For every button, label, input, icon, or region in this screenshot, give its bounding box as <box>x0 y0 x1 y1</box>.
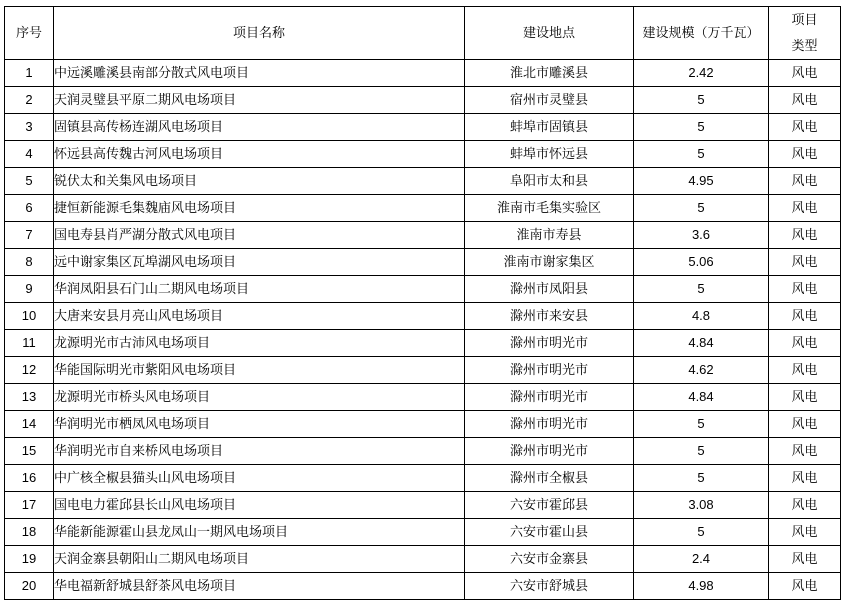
table-row <box>5 303 841 330</box>
cell-project-name: 华润凤阳县石门山二期风电场项目 <box>54 276 465 303</box>
column-header-location: 建设地点 <box>465 7 634 60</box>
cell-scale: 5.06 <box>634 249 769 276</box>
cell-project-name: 国电电力霍邱县长山风电场项目 <box>54 492 465 519</box>
cell-location: 蚌埠市固镇县 <box>465 114 634 141</box>
cell-sequence: 3 <box>5 114 54 141</box>
cell-project-name: 华电福新舒城县舒茶风电场项目 <box>54 573 465 600</box>
table-body <box>5 60 841 600</box>
cell-project-name: 华能新能源霍山县龙凤山一期风电场项目 <box>54 519 465 546</box>
cell-location: 六安市霍邱县 <box>465 492 634 519</box>
cell-project-name: 远中谢家集区瓦埠湖风电场项目 <box>54 249 465 276</box>
cell-location: 滁州市凤阳县 <box>465 276 634 303</box>
table-row <box>5 60 841 87</box>
cell-type: 风电 <box>769 249 841 276</box>
table-row <box>5 357 841 384</box>
cell-scale: 3.6 <box>634 222 769 249</box>
cell-sequence: 19 <box>5 546 54 573</box>
cell-project-name: 捷恒新能源毛集魏庙风电场项目 <box>54 195 465 222</box>
cell-project-name: 中远溪雕溪县南部分散式风电项目 <box>54 60 465 87</box>
cell-project-name: 锐伏太和关集风电场项目 <box>54 168 465 195</box>
table-row <box>5 276 841 303</box>
table-row <box>5 87 841 114</box>
column-header-type <box>769 7 841 60</box>
cell-sequence: 8 <box>5 249 54 276</box>
cell-scale: 5 <box>634 411 769 438</box>
cell-scale: 4.84 <box>634 384 769 411</box>
column-header-sequence: 序号 <box>5 7 54 60</box>
cell-project-name: 天润金寨县朝阳山二期风电场项目 <box>54 546 465 573</box>
cell-sequence: 9 <box>5 276 54 303</box>
cell-type: 风电 <box>769 195 841 222</box>
table-row <box>5 411 841 438</box>
cell-scale: 5 <box>634 195 769 222</box>
cell-type: 风电 <box>769 357 841 384</box>
cell-type: 风电 <box>769 384 841 411</box>
cell-sequence: 14 <box>5 411 54 438</box>
cell-location: 滁州市明光市 <box>465 330 634 357</box>
table-row <box>5 168 841 195</box>
table-row <box>5 438 841 465</box>
column-header-type-line1: 项目 <box>791 12 818 27</box>
cell-scale: 2.4 <box>634 546 769 573</box>
cell-project-name: 龙源明光市桥头风电场项目 <box>54 384 465 411</box>
column-header-scale: 建设规模（万千瓦） <box>634 7 769 60</box>
cell-location: 滁州市明光市 <box>465 411 634 438</box>
column-header-type-line2: 类型 <box>791 38 818 53</box>
table-header-row <box>5 7 841 60</box>
cell-sequence: 6 <box>5 195 54 222</box>
cell-scale: 5 <box>634 465 769 492</box>
cell-type: 风电 <box>769 87 841 114</box>
table-row <box>5 249 841 276</box>
table-row <box>5 195 841 222</box>
cell-type: 风电 <box>769 411 841 438</box>
cell-location: 六安市霍山县 <box>465 519 634 546</box>
cell-type: 风电 <box>769 519 841 546</box>
project-list-table <box>4 6 841 600</box>
cell-location: 淮南市谢家集区 <box>465 249 634 276</box>
cell-project-name: 华能国际明光市紫阳风电场项目 <box>54 357 465 384</box>
cell-location: 阜阳市太和县 <box>465 168 634 195</box>
table-row <box>5 519 841 546</box>
cell-scale: 4.95 <box>634 168 769 195</box>
cell-location: 淮南市寿县 <box>465 222 634 249</box>
cell-scale: 5 <box>634 141 769 168</box>
cell-type: 风电 <box>769 546 841 573</box>
table-row <box>5 141 841 168</box>
cell-location: 蚌埠市怀远县 <box>465 141 634 168</box>
table-row <box>5 384 841 411</box>
cell-scale: 4.8 <box>634 303 769 330</box>
cell-project-name: 华润明光市栖凤风电场项目 <box>54 411 465 438</box>
cell-scale: 5 <box>634 114 769 141</box>
cell-sequence: 2 <box>5 87 54 114</box>
cell-type: 风电 <box>769 330 841 357</box>
cell-sequence: 16 <box>5 465 54 492</box>
table-row <box>5 465 841 492</box>
cell-sequence: 7 <box>5 222 54 249</box>
table-row <box>5 546 841 573</box>
cell-type: 风电 <box>769 168 841 195</box>
cell-project-name: 国电寿县肖严湖分散式风电项目 <box>54 222 465 249</box>
cell-scale: 4.62 <box>634 357 769 384</box>
cell-sequence: 1 <box>5 60 54 87</box>
cell-sequence: 15 <box>5 438 54 465</box>
cell-location: 宿州市灵璧县 <box>465 87 634 114</box>
cell-project-name: 怀远县高传魏古河风电场项目 <box>54 141 465 168</box>
cell-project-name: 华润明光市自来桥风电场项目 <box>54 438 465 465</box>
cell-project-name: 龙源明光市古沛风电场项目 <box>54 330 465 357</box>
cell-type: 风电 <box>769 573 841 600</box>
column-header-name: 项目名称 <box>54 7 465 60</box>
table-row <box>5 114 841 141</box>
cell-scale: 5 <box>634 519 769 546</box>
cell-project-name: 大唐来安县月亮山风电场项目 <box>54 303 465 330</box>
table-row <box>5 330 841 357</box>
cell-scale: 5 <box>634 438 769 465</box>
cell-type: 风电 <box>769 60 841 87</box>
cell-sequence: 11 <box>5 330 54 357</box>
cell-location: 滁州市明光市 <box>465 438 634 465</box>
cell-type: 风电 <box>769 303 841 330</box>
table-row <box>5 573 841 600</box>
cell-type: 风电 <box>769 114 841 141</box>
cell-scale: 4.84 <box>634 330 769 357</box>
cell-type: 风电 <box>769 276 841 303</box>
cell-location: 滁州市来安县 <box>465 303 634 330</box>
table-header <box>5 7 841 60</box>
cell-sequence: 4 <box>5 141 54 168</box>
cell-type: 风电 <box>769 438 841 465</box>
cell-sequence: 10 <box>5 303 54 330</box>
cell-project-name: 固镇县高传杨连湖风电场项目 <box>54 114 465 141</box>
cell-scale: 4.98 <box>634 573 769 600</box>
cell-sequence: 18 <box>5 519 54 546</box>
cell-sequence: 12 <box>5 357 54 384</box>
cell-project-name: 中广核全椒县猫头山风电场项目 <box>54 465 465 492</box>
cell-type: 风电 <box>769 465 841 492</box>
cell-scale: 5 <box>634 87 769 114</box>
cell-sequence: 20 <box>5 573 54 600</box>
cell-location: 淮北市雕溪县 <box>465 60 634 87</box>
cell-project-name: 天润灵璧县平原二期风电场项目 <box>54 87 465 114</box>
cell-sequence: 13 <box>5 384 54 411</box>
cell-type: 风电 <box>769 492 841 519</box>
cell-type: 风电 <box>769 222 841 249</box>
cell-scale: 5 <box>634 276 769 303</box>
cell-location: 六安市金寨县 <box>465 546 634 573</box>
cell-sequence: 17 <box>5 492 54 519</box>
cell-location: 六安市舒城县 <box>465 573 634 600</box>
table-row <box>5 492 841 519</box>
cell-type: 风电 <box>769 141 841 168</box>
table-row <box>5 222 841 249</box>
cell-scale: 3.08 <box>634 492 769 519</box>
cell-location: 淮南市毛集实验区 <box>465 195 634 222</box>
cell-location: 滁州市全椒县 <box>465 465 634 492</box>
cell-scale: 2.42 <box>634 60 769 87</box>
cell-sequence: 5 <box>5 168 54 195</box>
cell-location: 滁州市明光市 <box>465 357 634 384</box>
cell-location: 滁州市明光市 <box>465 384 634 411</box>
